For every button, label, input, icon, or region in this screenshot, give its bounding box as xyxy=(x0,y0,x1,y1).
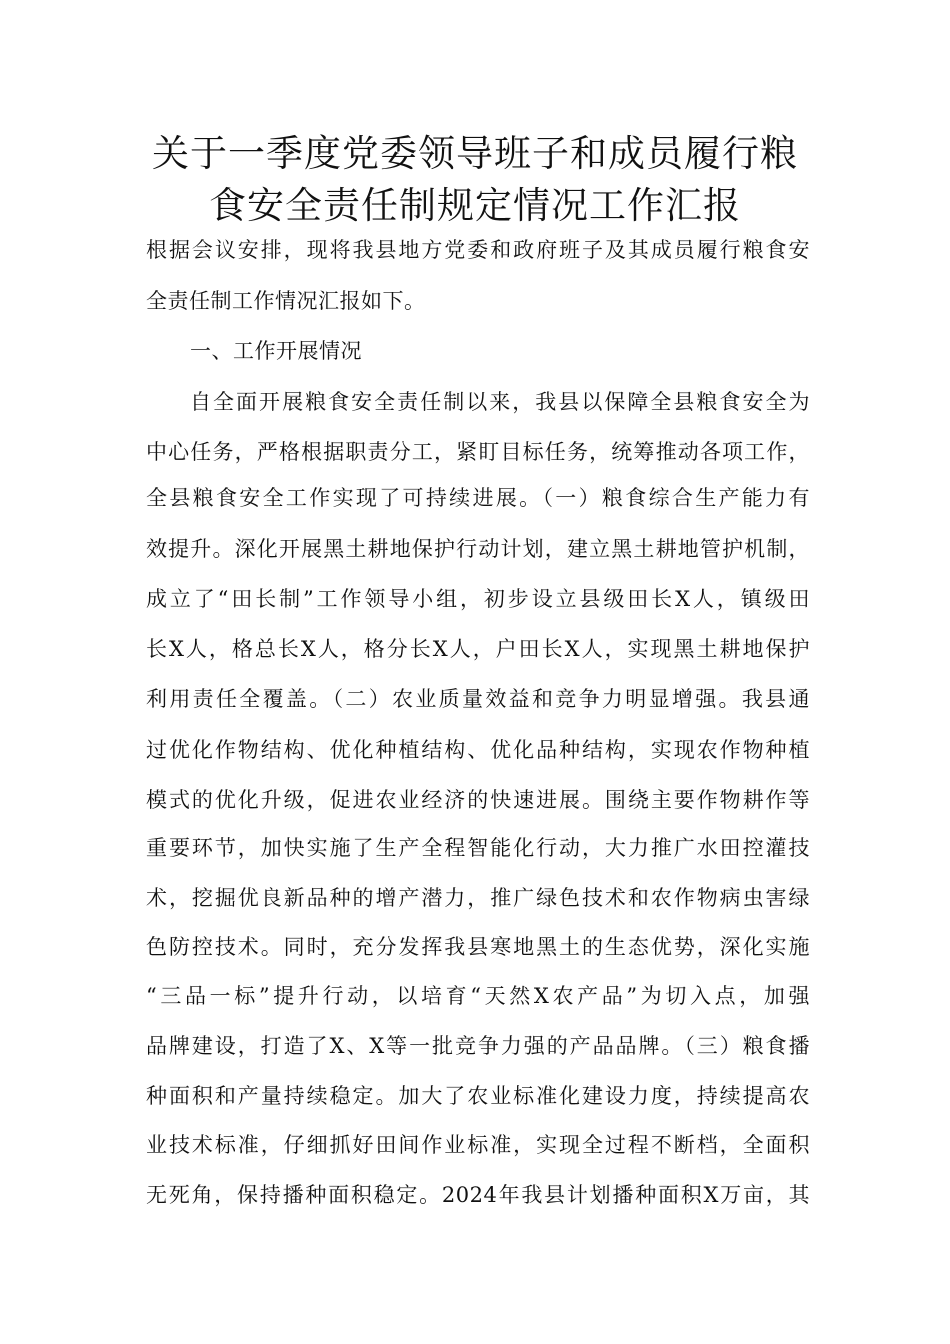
body-line: 种面积和产量持续稳定。加大了农业标准化建设力度，持续提高农 xyxy=(146,1084,810,1108)
title-line-1: 关于一季度党委领导班子和成员履行粮 xyxy=(152,132,798,175)
body-line: 成立了“田长制”工作领导小组，初步设立县级田长X人，镇级田 xyxy=(146,587,810,611)
body-line: 过优化作物结构、优化种植结构、优化品种结构，实现农作物种植 xyxy=(146,738,810,762)
document-title xyxy=(120,128,830,232)
body-line: 术，挖掘优良新品种的增产潜力，推广绿色技术和农作物病虫害绿 xyxy=(146,886,810,910)
body-line: “三品一标”提升行动，以培育“天然X农产品”为切入点，加强 xyxy=(146,984,810,1008)
body-line: 全责任制工作情况汇报如下。 xyxy=(146,289,426,313)
body-line: 长X人，格总长X人，格分长X人，户田长X人，实现黑土耕地保护 xyxy=(146,637,810,661)
body-line: 模式的优化升级，促进农业经济的快速进展。围绕主要作物耕作等 xyxy=(146,788,810,812)
body-line: 根据会议安排，现将我县地方党委和政府班子及其成员履行粮食安 xyxy=(146,238,810,262)
body-line: 色防控技术。同时，充分发挥我县寒地黑土的生态优势，深化实施 xyxy=(146,935,810,959)
body-line: 品牌建设，打造了X、X等一批竞争力强的产品品牌。（三）粮食播 xyxy=(146,1034,810,1058)
body-line: 利用责任全覆盖。（二）农业质量效益和竞争力明显增强。我县通 xyxy=(146,687,810,711)
body-line: 效提升。深化开展黑土耕地保护行动计划，建立黑土耕地管护机制， xyxy=(146,537,810,561)
body-line: 重要环节，加快实施了生产全程智能化行动，大力推广水田控灌技 xyxy=(146,836,810,860)
body-line: 自全面开展粮食安全责任制以来，我县以保障全县粮食安全为 xyxy=(190,390,810,414)
body-line: 中心任务，严格根据职责分工，紧盯目标任务，统筹推动各项工作， xyxy=(146,440,810,464)
section-heading: 一、工作开展情况 xyxy=(190,339,362,363)
body-line: 全县粮食安全工作实现了可持续进展。（一）粮食综合生产能力有 xyxy=(146,486,810,510)
body-line: 业技术标准，仔细抓好田间作业标准，实现全过程不断档，全面积 xyxy=(146,1133,810,1157)
body-line: 无死角，保持播种面积稳定。2024年我县计划播种面积X万亩，其 xyxy=(146,1183,810,1207)
title-line-2: 食安全责任制规定情况工作汇报 xyxy=(209,184,741,227)
